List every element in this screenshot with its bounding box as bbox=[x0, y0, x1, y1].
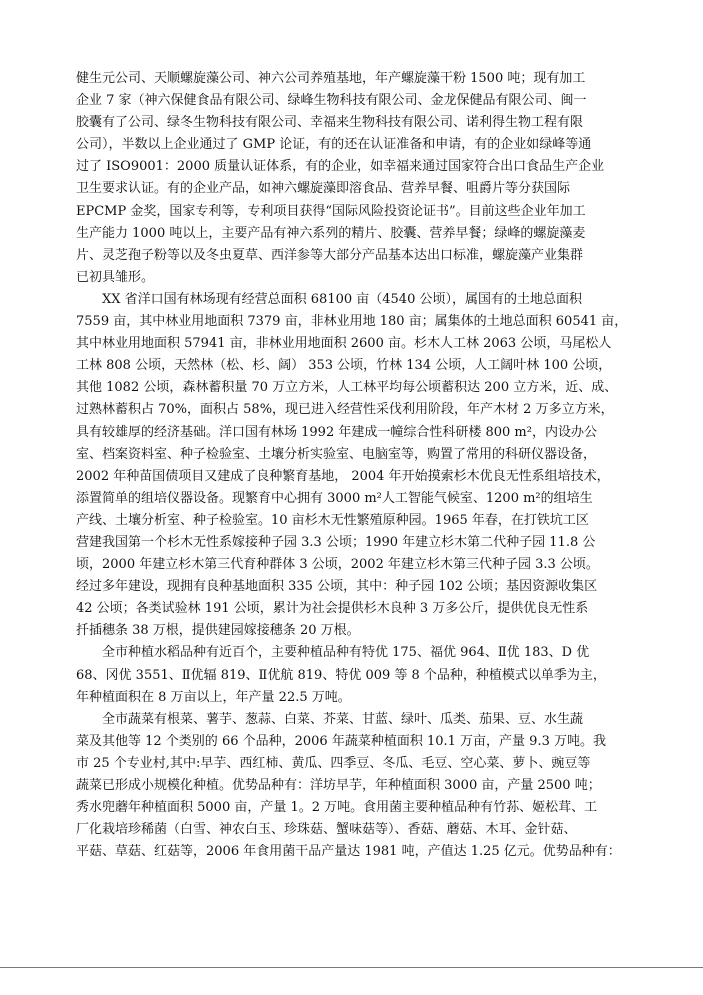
text-line: 过了 ISO9001：2000 质量认证体系，有的企业，如幸福来通过国家符合出口食品生产企业 bbox=[76, 159, 605, 175]
text-line: 已初具雏形。 bbox=[76, 269, 155, 285]
text-line: 卫生要求认证。有的企业产品，如神六螺旋藻即溶食品、营养早餐、咀爵片等分获国际 bbox=[76, 181, 571, 197]
text-line: 扦插穗条 38 万根，提供建园嫁接穗条 20 万根。 bbox=[76, 623, 360, 639]
text-line: EPCMP 金奖，国家专利等，专利项目获得“国际风险投资论证书”。目前这些企业年加工 bbox=[76, 203, 586, 219]
text-line: 蔬菜已形成小规模化种植。优势品种有：洋坊早芋，年种植面积 3000 亩，产量 2500 吨； bbox=[76, 778, 601, 793]
text-line: XX 省洋口国有林场现有经营总面积 68100 亩（4540 公顷），属国有的土地总面积 bbox=[102, 291, 582, 307]
text-line: 其他 1082 公顷，森林蓄积量 70 万立方米，人工林平均每公顷蓄积达 200 立方米，近、成、 bbox=[76, 380, 618, 396]
text-line: 顷，2000 年建立杉木第三代育种群体 3 公顷，2002 年建立杉木第三代种子园 3.3 公顷。 bbox=[76, 557, 599, 573]
text-line: 68、冈优 3551、Ⅱ优辐 819、Ⅱ优航 819、特优 009 等 8 个品种，种植模式以单季为主， bbox=[76, 667, 606, 683]
text-line: 年种植面积在 8 万亩以上，年产量 22.5 万吨。 bbox=[76, 689, 351, 705]
text-line: 经过多年建设，现拥有良种基地面积 335 公顷，其中：种子园 102 公顷；基因资源收集区 bbox=[76, 579, 598, 595]
text-line: 产线、土壤分析室、种子检验室。10 亩杉木无性繁殖原种园。1965 年春，在打铁坑工区 bbox=[76, 512, 589, 528]
text-line: 健生元公司、天顺螺旋藻公司、神六公司养殖基地，年产螺旋藻干粉 1500 吨；现有加工 bbox=[76, 71, 586, 86]
text-line: 生产能力 1000 吨以上，主要产品有神六系列的精片、胶囊、营养早餐；绿峰的螺旋藻麦 bbox=[76, 225, 586, 241]
paragraph-forest-farm bbox=[76, 289, 656, 643]
text-line: 过熟林蓄积占 70%，面积占 58%，现已进入经营性采伐利用阶段，年产木材 2 万多立方米， bbox=[76, 402, 614, 418]
text-line: 企业 7 家（神六保健食品有限公司、绿峰生物科技有限公司、金龙保健品有限公司、闽一 bbox=[76, 93, 587, 109]
text-line: 添置简单的组培仪器设备。现繁育中心拥有 3000 m²人工智能气候室、1200 m²的组培生 bbox=[76, 490, 593, 506]
text-line: 平菇、草菇、红菇等，2006 年食用菌干品产量达 1981 吨，产值达 1.25 亿元。优势品种有： bbox=[76, 844, 621, 860]
paragraph-spirulina bbox=[76, 68, 656, 289]
text-line: 具有较雄厚的经济基础。洋口国有林场 1992 年建成一幢综合性科研楼 800 m²，内设办公 bbox=[76, 424, 597, 440]
text-line: 42 公顷；各类试验林 191 公顷，累计为社会提供杉木良种 3 万多公斤，提供优良无性系 bbox=[76, 601, 589, 617]
text-line: 公司），半数以上企业通过了 GMP 论证，有的还在认证准备和申请，有的企业如绿峰等通 bbox=[76, 137, 592, 153]
page-footer-divider bbox=[0, 967, 703, 968]
paragraph-rice bbox=[76, 642, 656, 708]
text-line: 秀水兜蘑年种植面积 5000 亩，产量 1。2 万吨。食用菌主要种植品种有竹荪、姬松茸、工 bbox=[76, 800, 598, 816]
text-line: 2002 年种苗国债项目又建成了良种繁育基地， 2004 年开始摸索杉木优良无性系组培技术， bbox=[76, 468, 610, 484]
text-line: 胶囊有了公司、绿冬生物科技有限公司、幸福来生物科技有限公司、诺利得生物工程有限 bbox=[76, 115, 584, 131]
text-line: 片、灵芝孢子粉等以及冬虫夏草、西洋参等大部分产品基本达出口标准，螺旋藻产业集群 bbox=[76, 247, 584, 263]
document-body bbox=[76, 68, 656, 863]
text-line: 7559 亩，其中林业用地面积 7379 亩，非林业用地 180 亩；属集体的土地总面积 60541 亩， bbox=[76, 314, 628, 330]
text-line: 全市蔬菜有根菜、薯芋、葱蒜、白菜、芥菜、甘蓝、绿叶、瓜类、茄果、豆、水生蔬 bbox=[102, 711, 584, 727]
paragraph-vegetables bbox=[76, 709, 656, 864]
text-line: 营建我国第一个杉木无性系嫁接种子园 3.3 公顷；1990 年建立杉木第二代种子园 11.8 公 bbox=[76, 534, 596, 550]
text-line: 市 25 个专业村,其中:早芋、西红柿、黄瓜、四季豆、冬瓜、毛豆、空心菜、萝卜、豌豆等 bbox=[76, 755, 591, 771]
text-line: 工林 808 公顷，天然林（松、杉、阔） 353 公顷，竹林 134 公顷，人工阔叶林 100 公顷， bbox=[76, 358, 612, 374]
text-line: 全市种植水稻品种有近百个，主要种植品种有特优 175、福优 964、Ⅱ优 183、D 优 bbox=[102, 645, 590, 661]
text-line: 菜及其他等 12 个类别的 66 个品种，2006 年蔬菜种植面积 10.1 万亩，产量 9.3 万吨。我 bbox=[76, 733, 606, 749]
text-line: 其中林业用地面积 57941 亩，非林业用地面积 2600 亩。杉木人工林 2063 公顷，马尾松人 bbox=[76, 336, 612, 352]
text-line: 厂化栽培珍稀菌（白雪、神农白玉、珍珠菇、蟹味菇等）、香菇、蘑菇、木耳、金针菇、 bbox=[76, 822, 577, 838]
text-line: 室、档案资料室、种子检验室、土壤分析实验室、电脑室等，购置了常用的科研仪器设备， bbox=[76, 446, 597, 462]
